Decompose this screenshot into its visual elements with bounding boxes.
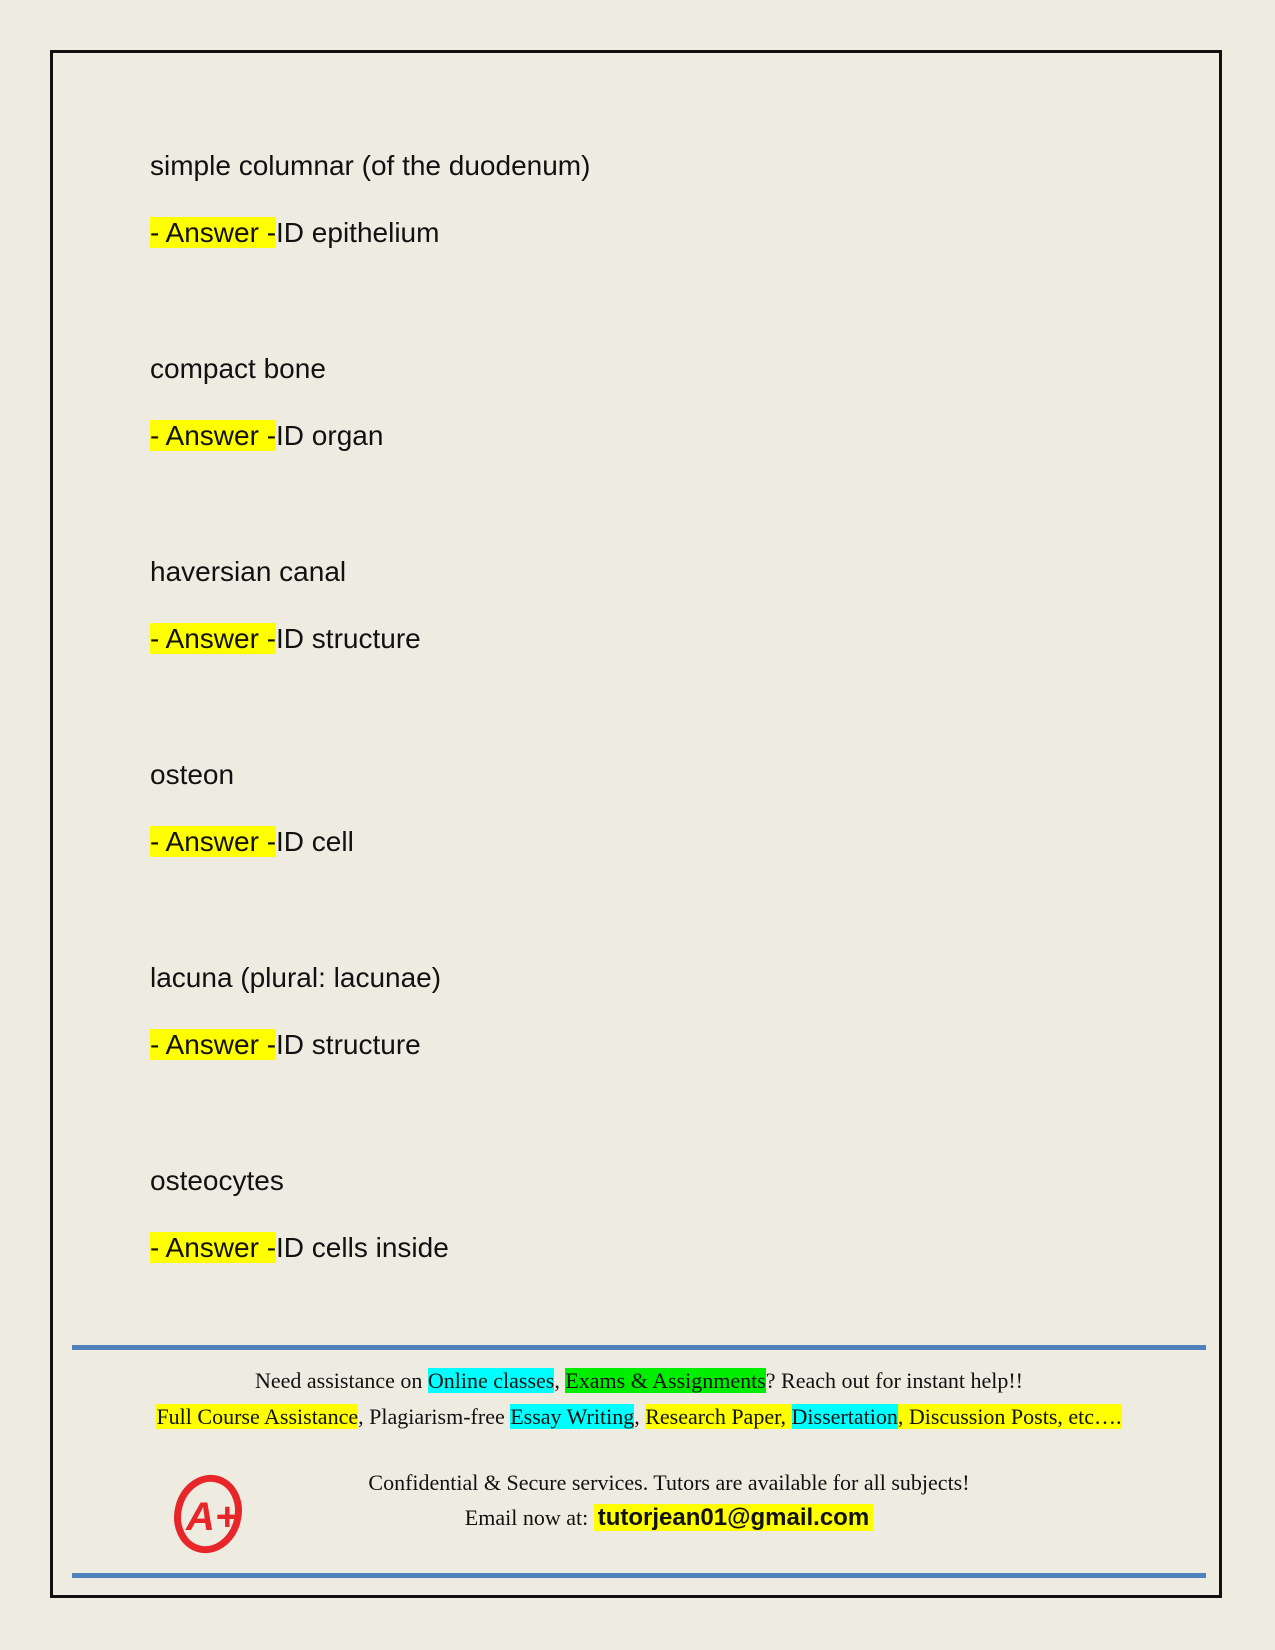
- text: ,: [554, 1368, 566, 1393]
- footer-bottom-rule: [72, 1573, 1206, 1578]
- answer-text: ID epithelium: [276, 217, 440, 248]
- highlight-dissertation: Dissertation: [791, 1404, 898, 1429]
- footer-line-3: Confidential & Secure services. Tutors are available for all subjects!: [368, 1470, 970, 1495]
- answer-prefix: - Answer -: [150, 217, 277, 248]
- question-text: osteocytes: [150, 1165, 284, 1196]
- answer-text: ID structure: [276, 1029, 421, 1060]
- text: ,: [634, 1404, 646, 1429]
- email-label: Email now at:: [464, 1505, 594, 1530]
- text: , Plagiarism-free: [358, 1404, 511, 1429]
- answer-text: ID structure: [276, 623, 421, 654]
- email-link[interactable]: tutorjean01@gmail.com: [594, 1504, 873, 1531]
- highlight-exams: Exams & Assignments: [565, 1368, 766, 1393]
- question-text: simple columnar (of the duodenum): [150, 150, 591, 181]
- answer-prefix: - Answer -: [150, 1232, 277, 1263]
- answer-line: [150, 217, 439, 249]
- question-text: lacuna (plural: lacunae): [150, 962, 442, 993]
- question-text: haversian canal: [150, 556, 347, 587]
- footer-top-rule: [72, 1345, 1206, 1350]
- question-text: compact bone: [150, 353, 326, 384]
- answer-line: [150, 826, 354, 858]
- answer-prefix: - Answer -: [150, 420, 277, 451]
- footer-line-1: [72, 1368, 1206, 1394]
- answer-prefix: - Answer -: [150, 623, 277, 654]
- text: Need assistance on: [254, 1368, 428, 1393]
- answer-text: ID cells inside: [276, 1232, 449, 1263]
- text: ? Reach out for instant help!!: [765, 1368, 1023, 1393]
- highlight-research: Research Paper,: [645, 1404, 792, 1429]
- highlight-full-course: Full Course Assistance: [156, 1404, 359, 1429]
- answer-prefix: - Answer -: [150, 1029, 277, 1060]
- page-border: [50, 50, 1222, 1598]
- answer-text: ID organ: [276, 420, 384, 451]
- answer-line: [150, 1029, 421, 1061]
- footer-line-2: [72, 1404, 1206, 1430]
- question-text: osteon: [150, 759, 235, 790]
- highlight-discussion: , Discussion Posts, etc….: [897, 1404, 1122, 1429]
- highlight-online-classes: Online classes: [427, 1368, 555, 1393]
- answer-line: [150, 1232, 449, 1264]
- a-plus-logo-icon: [170, 1468, 250, 1558]
- answer-line: [150, 420, 383, 452]
- highlight-essay: Essay Writing: [510, 1404, 635, 1429]
- svg-text:A+: A+: [186, 1495, 239, 1539]
- answer-line: [150, 623, 421, 655]
- answer-prefix: - Answer -: [150, 826, 277, 857]
- answer-text: ID cell: [276, 826, 354, 857]
